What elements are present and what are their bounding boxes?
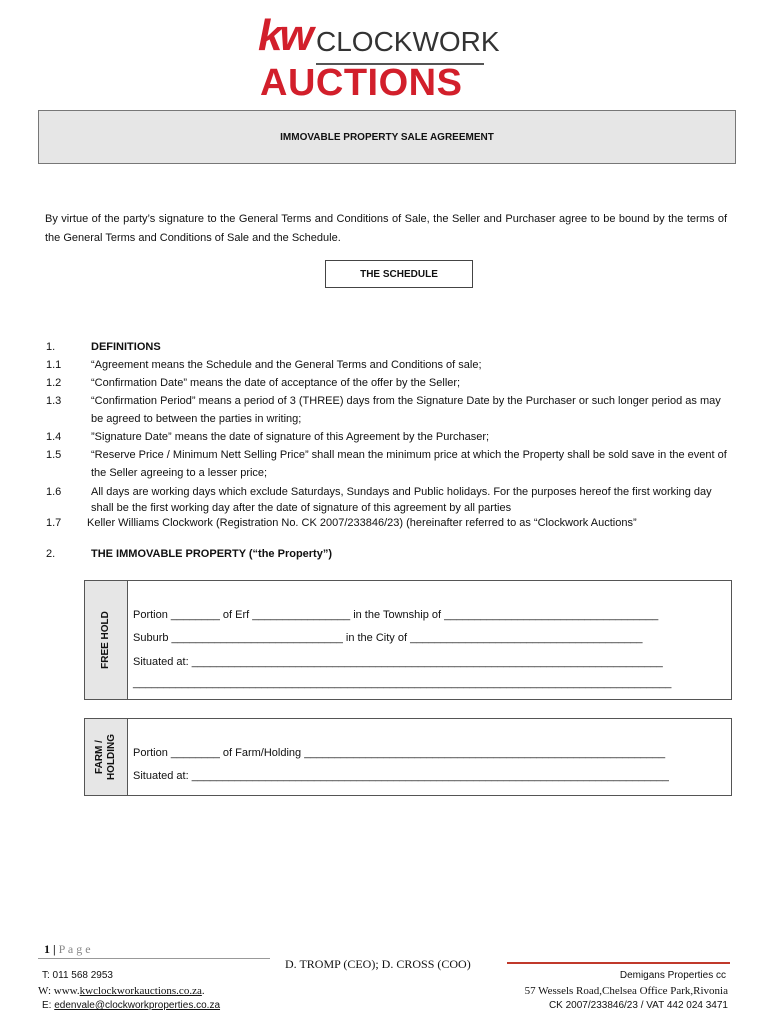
company-logo [258, 10, 500, 104]
property-heading: THE IMMOVABLE PROPERTY (“the Property”) [91, 548, 333, 560]
logo-auctions: AUCTIONS [260, 62, 463, 104]
definition-number: 1.2 [46, 377, 62, 389]
definition-text: “Confirmation Date” means the date of acceptance of the offer by the Seller; [91, 377, 461, 389]
definition-text: “Confirmation Period” means a period of 3 (THREE) days from the Signature Date by the Purchaser or such longer period as may be agreed to between the parties in writing; [91, 395, 721, 425]
definition-number: 1.6 [46, 486, 62, 498]
freehold-extra-line[interactable]: ________________________________________________________________________________________ [133, 677, 672, 689]
definition-text: ”Signature Date” means the date of signature of this Agreement by the Purchaser; [91, 431, 490, 443]
farm-label-panel [85, 719, 128, 795]
definition-text: Keller Williams Clockwork (Registration No. CK 2007/233846/23) (hereinafter referred to as “Clockwork Auctions” [87, 517, 637, 529]
definition-number: 1.7 [46, 517, 62, 529]
definition-number: 1.5 [46, 449, 62, 461]
footer-web-link[interactable]: kwclockworkauctions.co.za [79, 985, 202, 997]
farm-situated-field[interactable]: Situated at: ______________________________________________________________________________ [133, 770, 669, 782]
farm-box [84, 718, 732, 796]
section-number: 1. [46, 341, 56, 353]
footer-web: W: www.kwclockworkauctions.co.za. [38, 985, 205, 997]
document-title-box [38, 110, 736, 164]
footer-company: Demigans Properties cc [619, 970, 726, 981]
footer-registration: CK 2007/233846/23 / VAT 442 024 3471 [548, 1000, 728, 1011]
farm-label: FARM / HOLDING [94, 733, 117, 781]
footer-email-row: E: edenvale@clockworkproperties.co.za [42, 1000, 221, 1011]
footer-tel: T: 011 568 2953 [42, 970, 113, 981]
freehold-label: FREE HOLD [100, 611, 111, 669]
footer-address: 57 Wessels Road,Chelsea Office Park,Rivonia [524, 985, 728, 997]
freehold-portion-field[interactable]: Portion ________ of Erf ________________ in the Township of ___________________________________ [133, 609, 659, 621]
schedule-box [325, 260, 473, 288]
freehold-situated-field[interactable]: Situated at: _____________________________________________________________________________ [133, 656, 663, 668]
definition-number: 1.4 [46, 431, 62, 443]
footer-email-link[interactable]: edenvale@clockworkproperties.co.za [54, 1000, 221, 1011]
footer-officers: D. TROMP (CEO); D. CROSS (COO) [285, 957, 471, 971]
logo-kw: kw [258, 11, 311, 60]
definition-text: “Reserve Price / Minimum Nett Selling Price” shall mean the minimum price at which the Property shall be sold save in the event of the Seller agreeing to a lesser price; [91, 449, 727, 479]
page-number: 1 | P a g e [44, 942, 91, 956]
definition-number: 1.1 [46, 359, 62, 371]
definition-number: 1.3 [46, 395, 62, 407]
logo-clockwork: CLOCKWORK [316, 26, 500, 57]
definitions-heading: DEFINITIONS [91, 341, 161, 353]
farm-portion-field[interactable]: Portion ________ of Farm/Holding ___________________________________________________________ [133, 747, 666, 759]
freehold-box [84, 580, 732, 700]
document-title: IMMOVABLE PROPERTY SALE AGREEMENT [280, 132, 494, 143]
footer-divider-left [38, 958, 270, 959]
definition-text: All days are working days which exclude Saturdays, Sundays and Public holidays. For the purposes hereof the first working day shall be the first working day after the date of signature of this agreement by all parties [91, 486, 712, 514]
section-number: 2. [46, 548, 56, 560]
intro-paragraph: By virtue of the party’s signature to the General Terms and Conditions of Sale, the Seller and Purchaser agree to be bound by the terms of the General Terms and Conditions of Sale and the Schedule. [45, 213, 727, 244]
footer-divider-right [507, 962, 730, 964]
freehold-suburb-field[interactable]: Suburb ____________________________ in the City of ______________________________________ [133, 632, 643, 644]
schedule-heading: THE SCHEDULE [360, 269, 438, 280]
definition-text: “Agreement means the Schedule and the General Terms and Conditions of sale; [91, 359, 482, 371]
freehold-label-panel [85, 581, 128, 699]
